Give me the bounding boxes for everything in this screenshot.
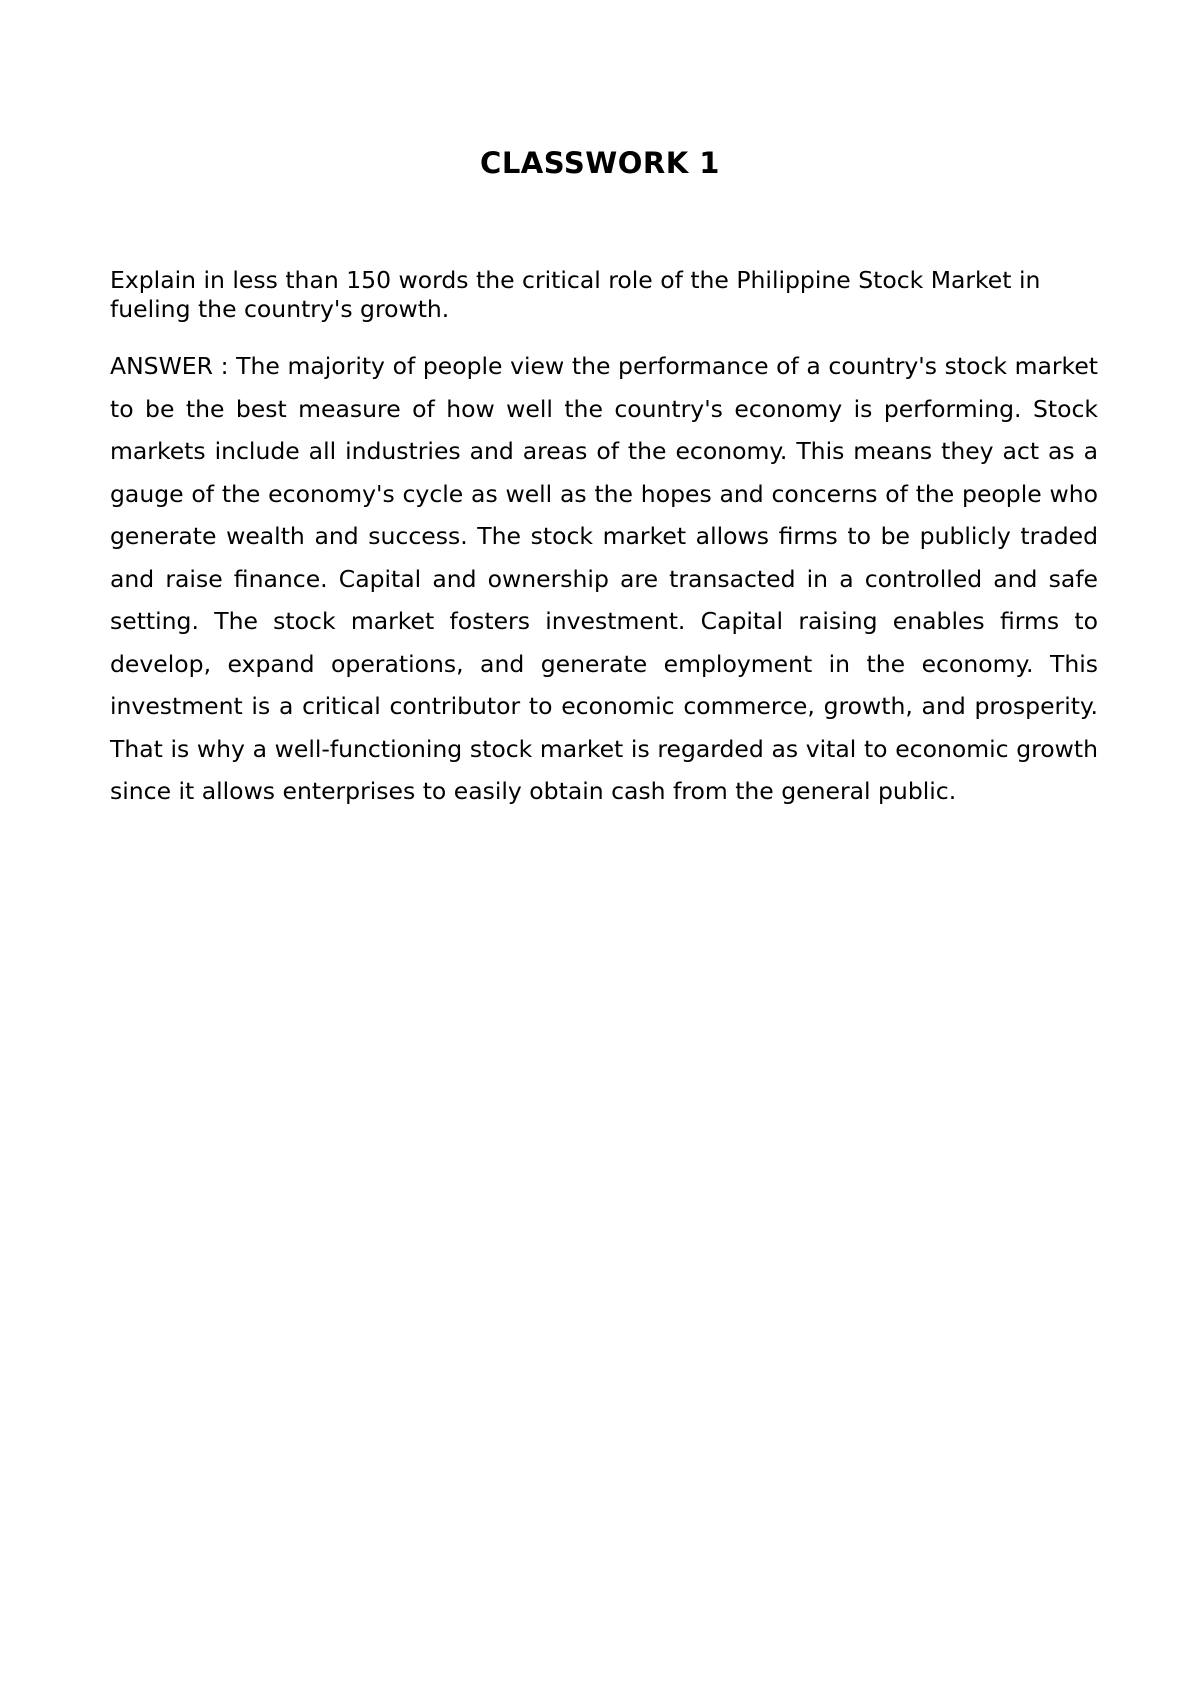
page-title: CLASSWORK 1 <box>480 146 720 180</box>
answer-text: ANSWER : The majority of people view the performance of a country's stock market to be the best measure of how well the country's economy is performing. Stock markets include all industries and areas of the economy. This means they act as a gauge of the economy's cycle as well as the hopes and concerns of the people who generate wealth and success. The stock market allows firms to be publicly traded and raise finance. Capital and ownership are transacted in a controlled and safe setting. The stock market fosters investment. Capital raising enables firms to develop, expand operations, and generate employment in the economy. This investment is a critical contributor to economic commerce, growth, and prosperity. That is why a well-functioning stock market is regarded as vital to economic growth since it allows enterprises to easily obtain cash from the general public. <box>110 352 1098 805</box>
question-text: Explain in less than 150 words the critical role of the Philippine Stock Market in fueling the country's growth. <box>110 266 1041 323</box>
